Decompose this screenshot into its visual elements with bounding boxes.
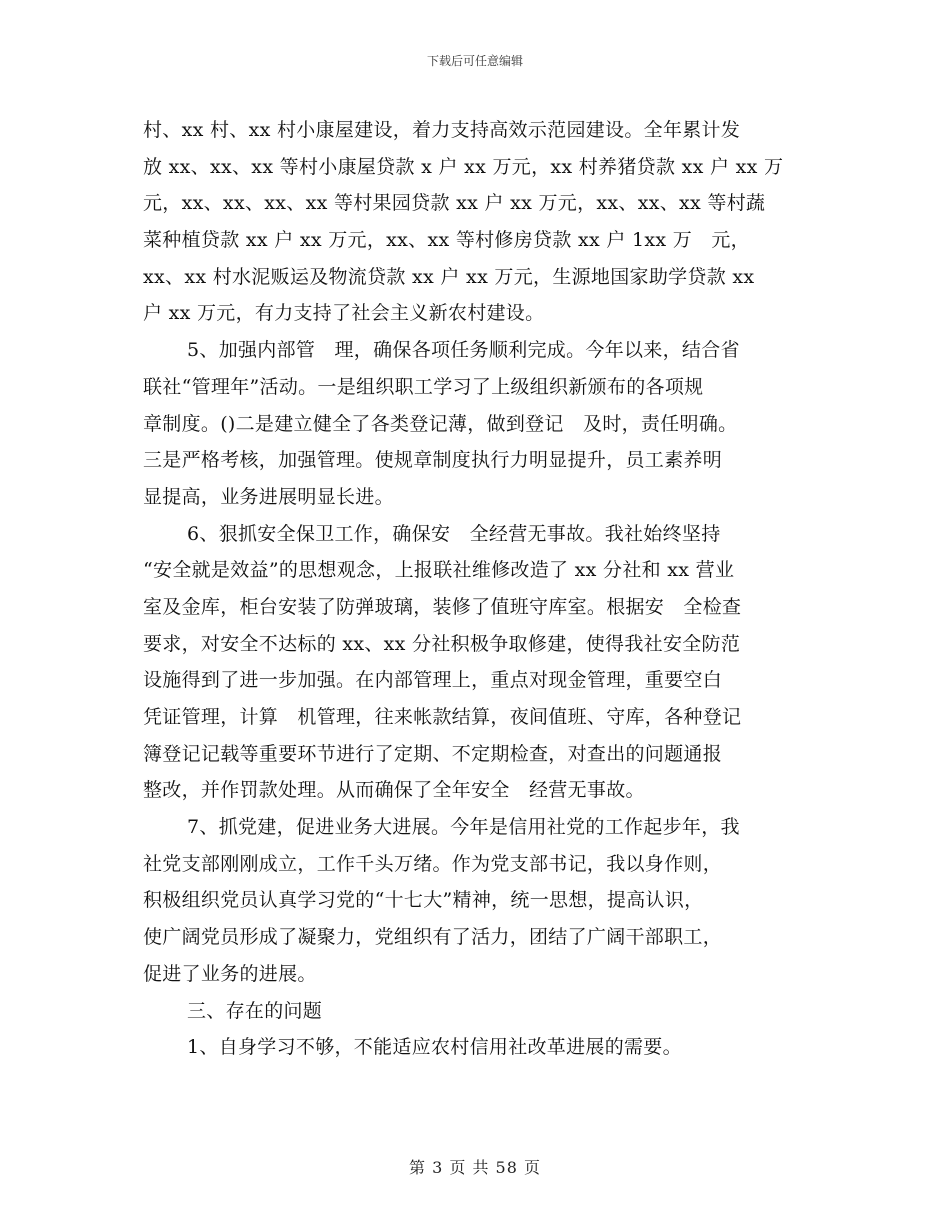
text-line: xx、xx 村水泥贩运及物流贷款 xx 户 xx 万元，生源地国家助学贷款 xx bbox=[143, 265, 755, 288]
document-body bbox=[143, 112, 808, 1066]
text-line: 显提高，业务进展明显长进。 bbox=[143, 485, 394, 508]
text-line: 户 xx 万元，有力支持了社会主义新农村建设。 bbox=[143, 302, 545, 325]
page-header: 下载后可任意编辑 bbox=[426, 54, 523, 68]
text-line: 整改，并作罚款处理。从而确保了全年安全 经营无事故。 bbox=[143, 779, 645, 802]
text-line: 簿登记记载等重要环节进行了定期、不定期检查，对查出的问题通报 bbox=[143, 742, 723, 765]
text-line: 三是严格考核，加强管理。使规章制度执行力明显提升，员工素养明 bbox=[143, 449, 723, 472]
text-line: 放 xx、xx、xx 等村小康屋贷款 x 户 xx 万元，xx 村养猪贷款 xx 户 xx 万 bbox=[143, 155, 784, 178]
text-line: 7、抓党建，促进业务大进展。今年是信用社党的工作起步年，我 bbox=[187, 816, 740, 839]
text-line: 5、加强内部管 理，确保各项任务顺利完成。今年以来，结合省 bbox=[187, 339, 740, 362]
text-line: 设施得到了进一步加强。在内部管理上，重点对现金管理，重要空白 bbox=[143, 669, 723, 692]
text-line: 元，xx、xx、xx、xx 等村果园贷款 xx 户 xx 万元，xx、xx、xx 等村蔬 bbox=[143, 192, 766, 215]
text-line: 社党支部刚刚成立，工作千头万绪。作为党支部书记，我以身作则， bbox=[143, 852, 723, 875]
text-line: 三、存在的问题 bbox=[187, 999, 323, 1022]
text-line: 章制度。()二是建立健全了各类登记薄，做到登记 及时，责任明确。 bbox=[143, 412, 738, 435]
page-footer: 第 3 页 共 58 页 bbox=[409, 1158, 541, 1177]
text-line: 菜种植贷款 xx 户 xx 万元，xx、xx 等村修房贷款 xx 户 1xx 万 元， bbox=[143, 229, 750, 252]
text-line: “安全就是效益”的思想观念，上报联社维修改造了 xx 分社和 xx 营业 bbox=[143, 559, 735, 582]
text-line: 要求，对安全不达标的 xx、xx 分社积极争取修建，使得我社安全防范 bbox=[143, 632, 741, 655]
text-line: 使广阔党员形成了凝聚力，党组织有了活力，团结了广阔干部职工， bbox=[143, 926, 723, 949]
text-line: 1、自身学习不够，不能适应农村信用社改革进展的需要。 bbox=[187, 1036, 682, 1059]
text-line: 联社“管理年”活动。一是组织职工学习了上级组织新颁布的各项规 bbox=[143, 375, 704, 398]
text-line: 积极组织党员认真学习党的“十七大”精神，统一思想，提高认识， bbox=[143, 889, 704, 912]
text-line: 6、狠抓安全保卫工作，确保安 全经营无事故。我社始终坚持 bbox=[187, 522, 721, 545]
text-line: 村、xx 村、xx 村小康屋建设，着力支持高效示范园建设。全年累计发 bbox=[143, 119, 741, 141]
text-line: 室及金库，柜台安装了防弹玻璃，装修了值班守库室。根据安 全检查 bbox=[143, 595, 742, 618]
text-line: 促进了业务的进展。 bbox=[143, 962, 317, 985]
text-line: 凭证管理，计算 机管理，往来帐款结算，夜间值班、守库，各种登记 bbox=[143, 706, 742, 728]
